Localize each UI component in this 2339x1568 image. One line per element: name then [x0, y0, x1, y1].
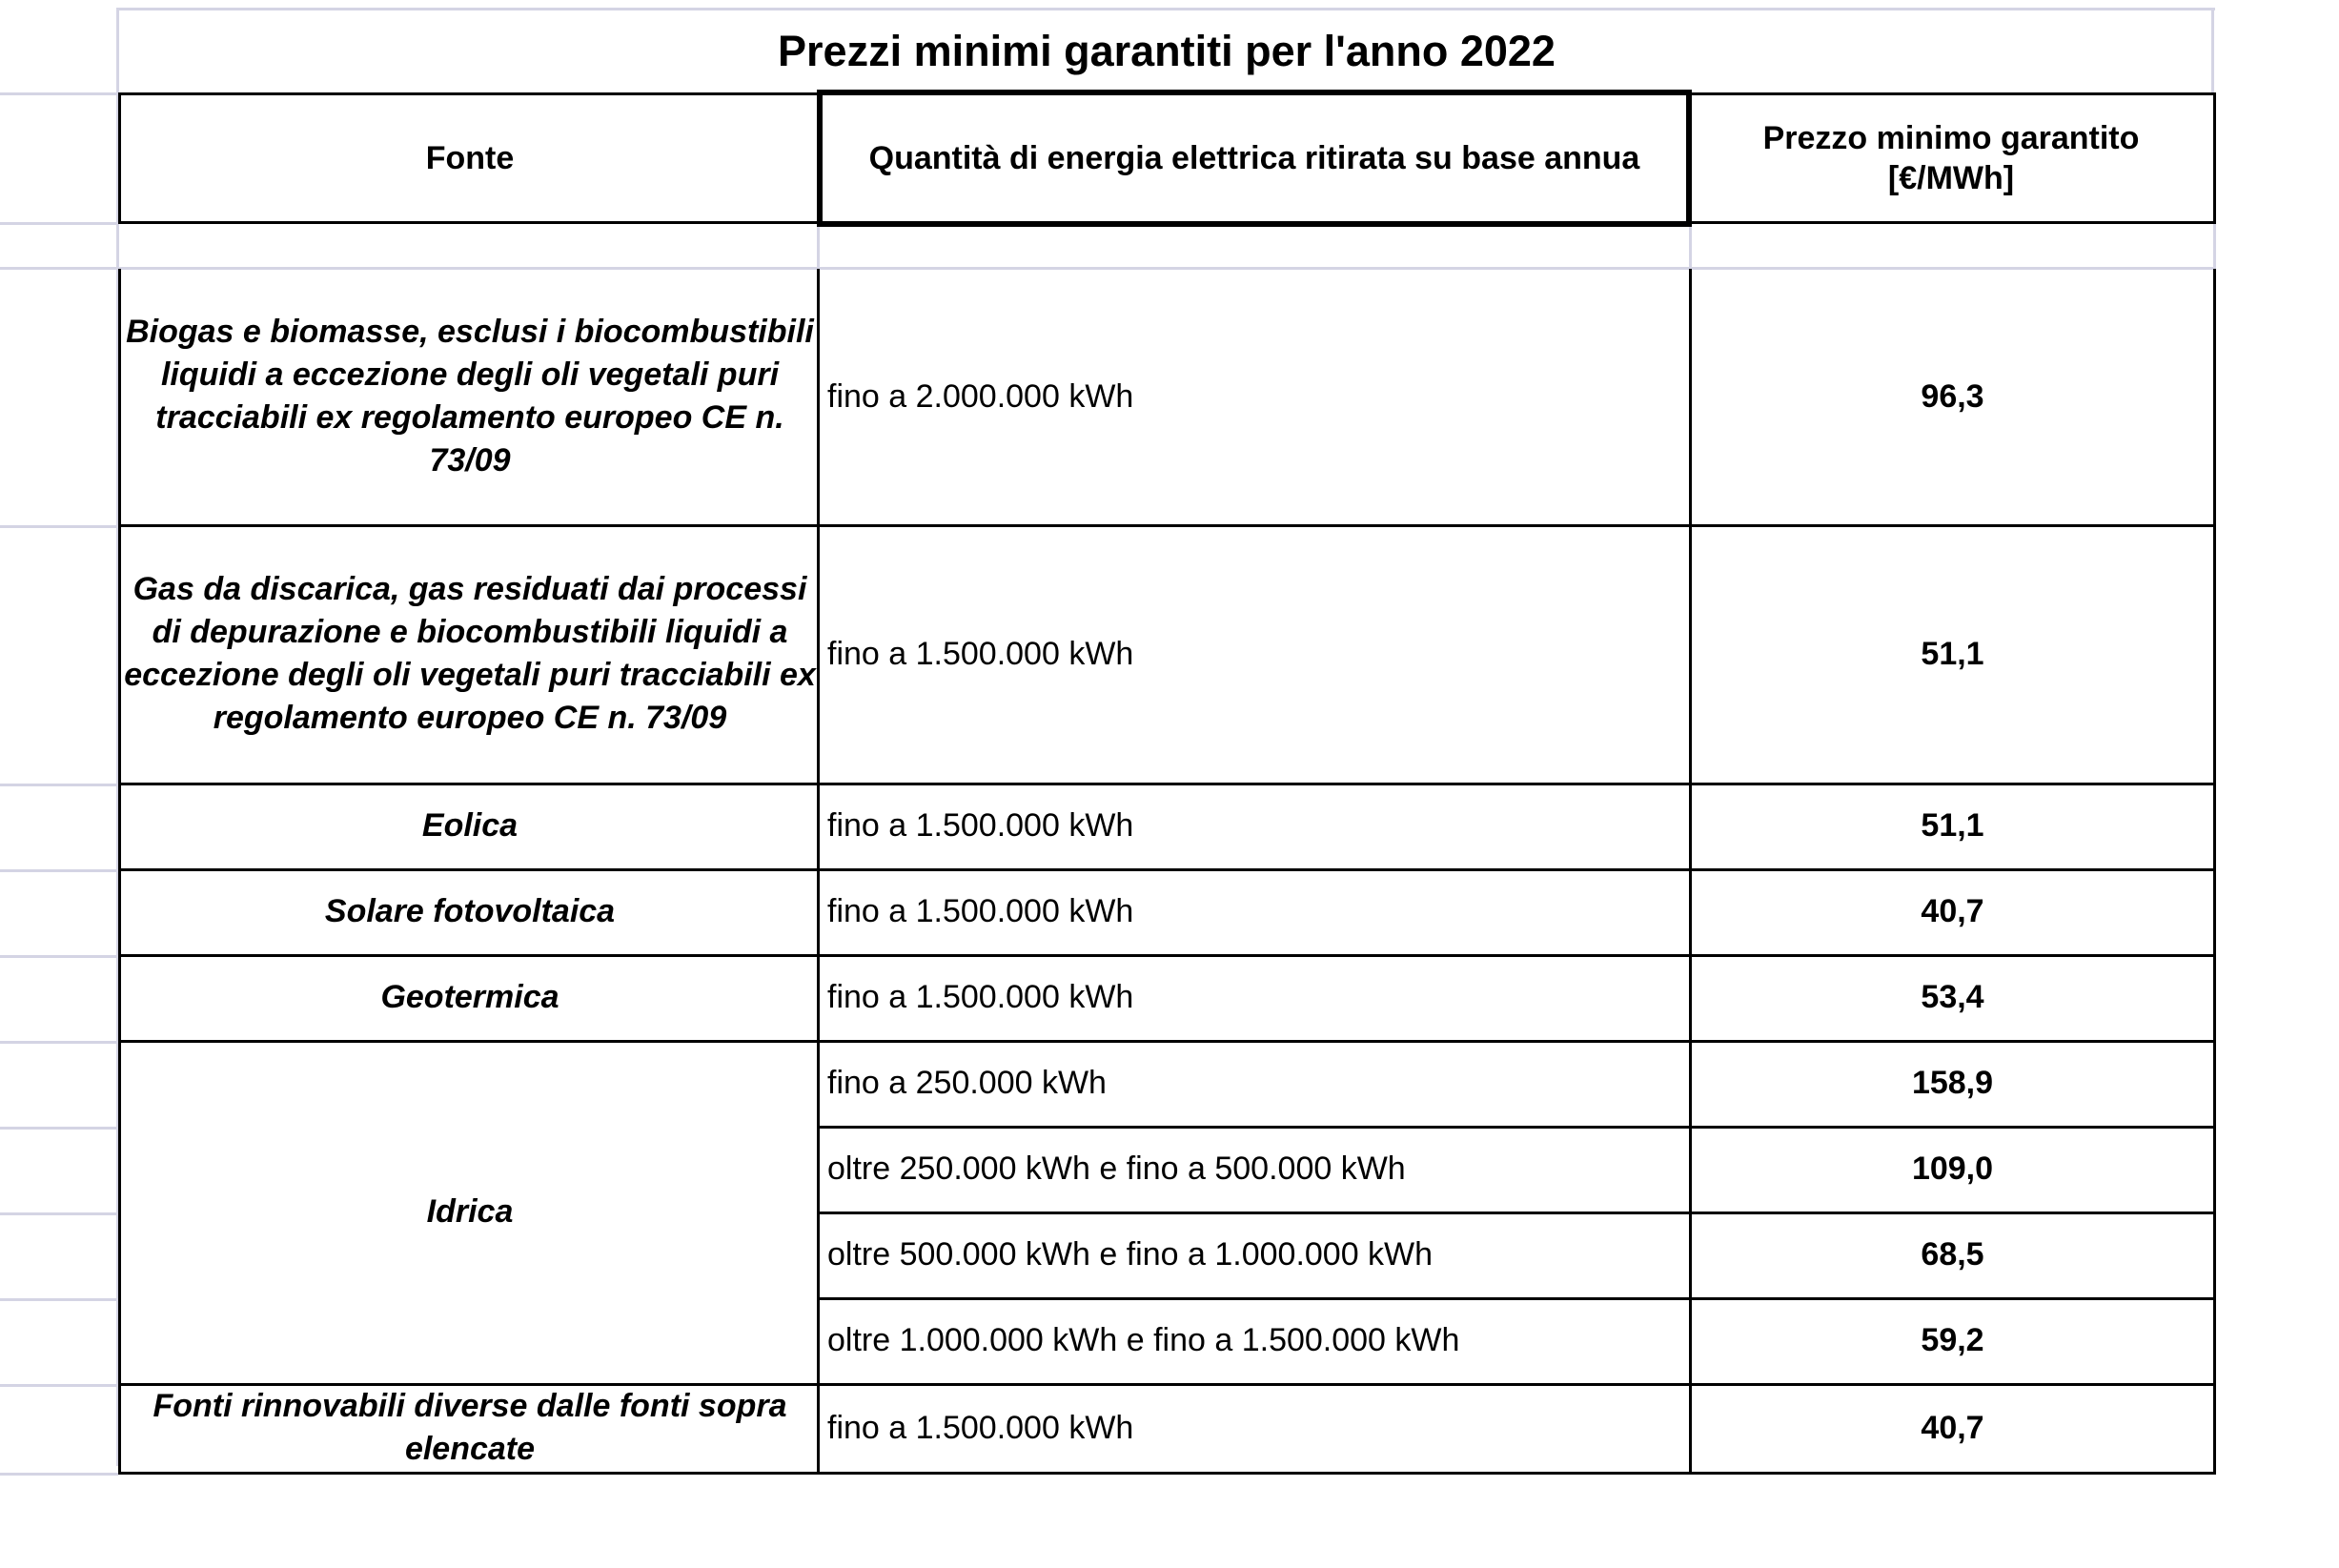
row-idrica-band-3-prezzo: 68,5 — [1689, 1212, 2216, 1300]
sheet-gridline — [2213, 222, 2216, 270]
row-eolica-quantita: fino a 1.500.000 kWh — [817, 784, 1692, 871]
header-quantita: Quantità di energia elettrica ritirata su base annua — [817, 90, 1692, 227]
row-solare-quantita: fino a 1.500.000 kWh — [817, 869, 1692, 957]
row-eolica-fonte: Eolica — [118, 784, 819, 871]
row-idrica-band-2-quantita: oltre 250.000 kWh e fino a 500.000 kWh — [817, 1127, 1692, 1214]
row-biogas-prezzo: 96,3 — [1689, 269, 2216, 527]
row-idrica-band-1-quantita: fino a 250.000 kWh — [817, 1041, 1692, 1129]
row-eolica-prezzo: 51,1 — [1689, 784, 2216, 871]
row-geotermica-fonte: Geotermica — [118, 955, 819, 1043]
row-idrica-band-1-prezzo: 158,9 — [1689, 1041, 2216, 1129]
sheet-gridline — [0, 267, 118, 270]
sheet-gridline — [0, 92, 118, 95]
sheet-gridline — [0, 784, 118, 786]
row-gas-discarica-quantita: fino a 1.500.000 kWh — [817, 525, 1692, 785]
header-fonte: Fonte — [118, 92, 819, 224]
row-geotermica-quantita: fino a 1.500.000 kWh — [817, 955, 1692, 1043]
row-altre-fonti-quantita: fino a 1.500.000 kWh — [817, 1384, 1692, 1475]
row-idrica-band-4-prezzo: 59,2 — [1689, 1298, 2216, 1386]
row-biogas-quantita: fino a 2.000.000 kWh — [817, 269, 1692, 527]
header-prezzo-unit: [€/MWh] — [1887, 160, 2015, 196]
sheet-gridline — [0, 1127, 118, 1130]
sheet-gridline — [0, 869, 118, 872]
sheet-gridline — [817, 225, 820, 269]
row-altre-fonti-fonte: Fonti rinnovabili diverse dalle fonti sopra elencate — [118, 1384, 819, 1475]
sheet-gridline — [0, 955, 118, 958]
sheet-gridline — [0, 1473, 118, 1476]
sheet-gridline — [0, 1298, 118, 1301]
row-biogas-fonte: Biogas e biomasse, esclusi i biocombustibili liquidi a eccezione degli oli vegetali puri tracciabili ex regolamento europeo CE n. 73/09 — [118, 269, 819, 527]
sheet-gridline — [0, 525, 118, 528]
row-solare-prezzo: 40,7 — [1689, 869, 2216, 957]
sheet-gridline — [1689, 225, 1692, 269]
sheet-gridline — [0, 222, 118, 225]
row-gas-discarica-fonte: Gas da discarica, gas residuati dai processi di depurazione e biocombustibili liquidi a eccezione degli oli vegetali puri tracciabili ex regolamento europeo CE n. 73/09 — [118, 525, 819, 785]
row-geotermica-prezzo: 53,4 — [1689, 955, 2216, 1043]
row-idrica-band-4-quantita: oltre 1.000.000 kWh e fino a 1.500.000 kWh — [817, 1298, 1692, 1386]
row-idrica-band-3-quantita: oltre 500.000 kWh e fino a 1.000.000 kWh — [817, 1212, 1692, 1300]
row-gas-discarica-prezzo: 51,1 — [1689, 525, 2216, 785]
table-title: Prezzi minimi garantiti per l'anno 2022 — [778, 27, 1556, 75]
row-solare-fonte: Solare fotovoltaica — [118, 869, 819, 957]
header-prezzo — [1689, 92, 2216, 224]
sheet-gridline — [0, 1212, 118, 1215]
sheet-gridline — [0, 1041, 118, 1044]
sheet-gridline — [0, 1384, 118, 1387]
row-idrica-band-2-prezzo: 109,0 — [1689, 1127, 2216, 1214]
header-prezzo-label: Prezzo minimo garantito — [1762, 120, 2140, 156]
row-idrica-fonte: Idrica — [118, 1041, 819, 1386]
row-altre-fonti-prezzo: 40,7 — [1689, 1384, 2216, 1475]
